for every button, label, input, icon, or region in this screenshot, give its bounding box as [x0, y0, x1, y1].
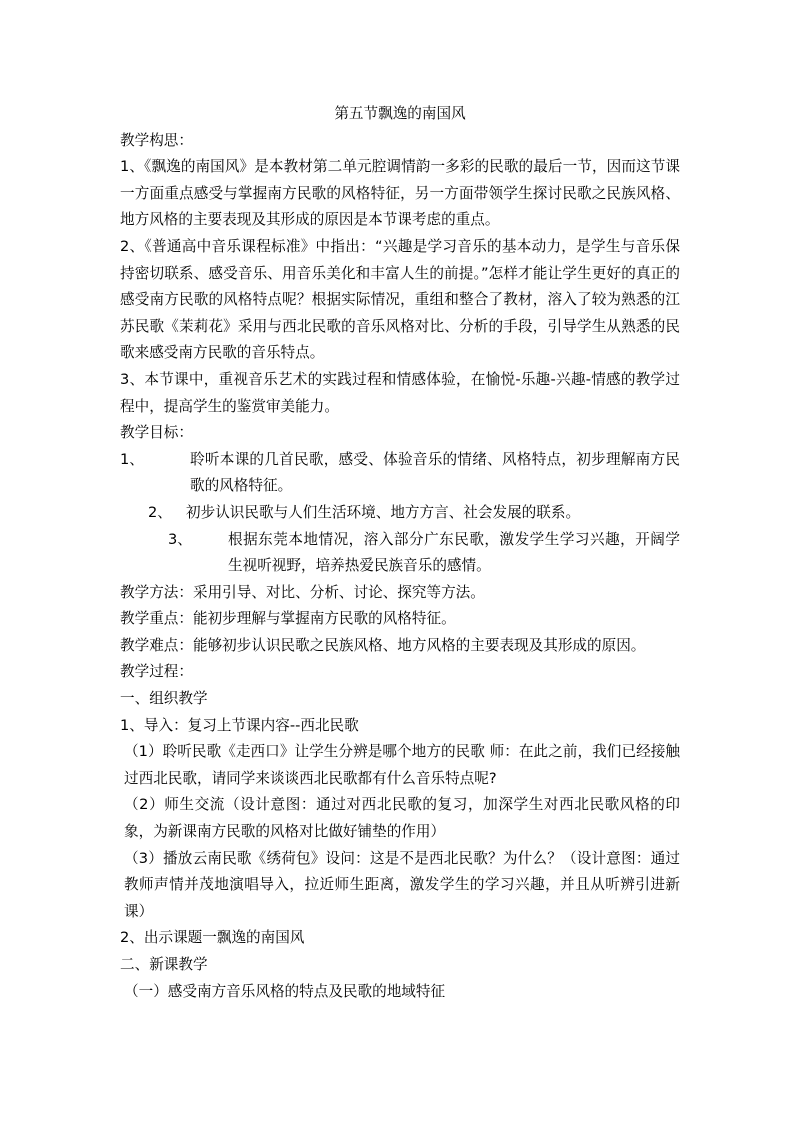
- section-new-lesson: 二、新课教学: [120, 956, 208, 973]
- goal-number: 2、: [148, 503, 172, 521]
- concept-paragraph-1: 1、《飘逸的南国风》是本教材第二单元腔调情韵一多彩的民歌的最后一节，因而这节课一方面重点感受与掌握南方民歌的风格特征，另一方面带领学生探讨民歌之民族风格、地方风格的主要表现及其形成的原因是本节课考虑的重点。: [120, 158, 680, 229]
- goal-text: 根据东莞本地情况，溶入部分广东民歌，激发学生学习兴趣，开阔学生视听视野，培养热爱民族音乐的感情。: [228, 530, 680, 575]
- heading-teaching-concept: 教学构思：: [120, 131, 193, 149]
- goal-item-2: [120, 500, 680, 527]
- step-introduction: 1、导入：复习上节课内容--西北民歌: [120, 716, 359, 734]
- step-feel-southern-style: （一）感受南方音乐风格的特点及民歌的地域特征: [124, 982, 446, 1000]
- page-title: 第五节飘逸的南国风: [334, 105, 466, 122]
- goal-number: 3、: [168, 530, 192, 548]
- step-introduction-2: （2）师生交流（设计意图：通过对西北民歌的复习，加深学生对西北民歌风格的印象，为新课南方民歌的风格对比做好铺垫的作用）: [124, 796, 680, 841]
- goal-item-3: [120, 527, 680, 580]
- teaching-methods: 教学方法：采用引导、对比、分析、讨论、探究等方法。: [120, 583, 485, 601]
- goal-text: 聆听本课的几首民歌，感受、体验音乐的情绪、风格特点，初步理解南方民歌的风格特征。: [190, 450, 680, 495]
- step-show-topic: 2、出示课题一飘逸的南国风: [120, 929, 305, 947]
- teaching-key-points: 教学重点：能初步理解与掌握南方民歌的风格特征。: [120, 610, 456, 628]
- step-introduction-1: （1）聆听民歌《走西口》让学生分辨是哪个地方的民歌 师：在此之前，我们已经接触过西北民歌，请同学来谈谈西北民歌都有什么音乐特点呢?: [124, 743, 680, 787]
- concept-paragraph-2: 2、《普通高中音乐课程标准》中指出：“兴趣是学习音乐的基本动力，是学生与音乐保持密切联系、感受音乐、用音乐美化和丰富人生的前提。”怎样才能让学生更好的真正的感受南方民歌的风格特点呢？根据实际情况，重组和整合了教材，溶入了较为熟悉的江苏民歌《茉莉花》采用与西北民歌的音乐风格对比、分析的手段，引导学生从熟悉的民歌来感受南方民歌的音乐特点。: [120, 237, 680, 362]
- section-organize: 一、组织教学: [120, 690, 208, 708]
- document-body: [120, 101, 680, 1005]
- goal-item-1: [120, 447, 680, 500]
- step-introduction-3: （3）播放云南民歌《绣荷包》设问：这是不是西北民歌？为什么？（设计意图：通过教师声情并茂地演唱导入，拉近师生距离，激发学生的学习兴趣，并且从听辨引进新课）: [124, 849, 680, 920]
- heading-teaching-process: 教学过程：: [120, 663, 193, 681]
- goal-text: 初步认识民歌与人们生活环境、地方方言、社会发展的联系。: [186, 503, 581, 521]
- teaching-difficulties: 教学难点：能够初步认识民歌之民族风格、地方风格的主要表现及其形成的原因。: [120, 636, 646, 654]
- heading-teaching-goals: 教学目标：: [120, 424, 193, 442]
- goal-number: 1、: [120, 450, 144, 468]
- concept-paragraph-3: 3、本节课中，重视音乐艺术的实践过程和情感体验，在愉悦-乐趣-兴趣-情感的教学过程中，提高学生的鉴赏审美能力。: [120, 370, 680, 415]
